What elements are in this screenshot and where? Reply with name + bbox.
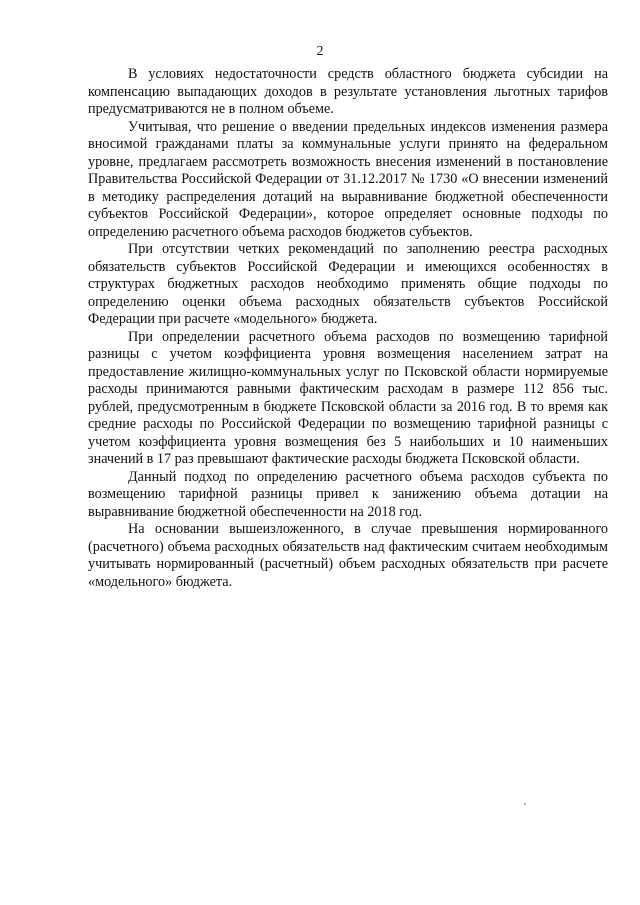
paragraph-tariff-difference: При определении расчетного объема расходов по возмещению тарифной разницы с учетом коэффициента уровня возмещения населением затрат на предоставление жилищно-коммунальных услуг по Псковской области нормируемые расходы принимаются равными фактическим расходам в размере 112 856 тыс. рублей, предусмотренным в бюджете Псковской области за 2016 год. В то время как средние расходы по Российской Федерации по возмещению тарифной разницы с учетом коэффициента уровня возмещения без 5 наибольших и 10 наименьших значений в 17 раз превышают фактические расходы бюджета Псковской области.: [88, 328, 608, 467]
page-number: 2: [316, 44, 324, 59]
paragraph-subsidies: В условиях недостаточности средств областного бюджета субсидии на компенсацию выпадающих доходов в результате установления льготных тарифов предусматриваются не в полном объеме.: [88, 66, 608, 117]
scan-speck: [524, 803, 526, 805]
document-body: [88, 66, 608, 591]
paragraph-conclusion: На основании вышеизложенного, в случае превышения нормированного (расчетного) объема расходных обязательств над фактическим считаем необходимым учитывать нормированный (расчетный) объем расходных обязательств при расчете «модельного» бюджета.: [88, 521, 608, 590]
paragraph-general-approaches: При отсутствии четких рекомендаций по заполнению реестра расходных обязательств субъектов Российской Федерации и имеющихся особенностях в структурах бюджетных расходов необходимо применять общие подходы по определению оценки объема расходных обязательств субъектов Российской Федерации при расчете «модельного» бюджета.: [88, 241, 608, 327]
paragraph-subsidy-understatement: Данный подход по определению расчетного объема расходов субъекта по возмещению тарифной разницы привел к занижению объема дотации на выравнивание бюджетной обеспеченности на 2018 год.: [88, 468, 608, 520]
paragraph-proposal: Учитывая, что решение о введении предельных индексов изменения размера вносимой гражданами платы за коммунальные услуги принято на федеральном уровне, предлагаем рассмотреть возможность внесения изменений в постановление Правительства Российской Федерации от 31.12.2017 № 1730 «О внесении изменений в методику распределения дотаций на выравнивание бюджетной обеспеченности субъектов Российской Федерации», которое определяет основные подходы по определению расчетного объема расходов бюджетов субъектов.: [88, 118, 608, 240]
